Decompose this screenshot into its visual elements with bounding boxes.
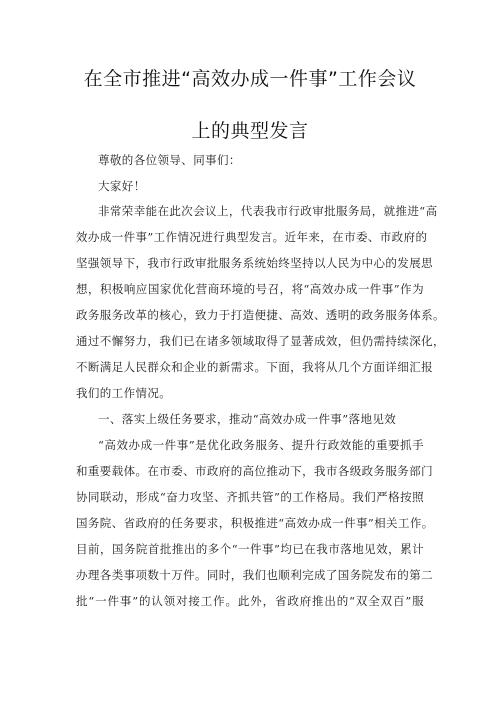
paragraph-2-line: 和重要载体。在市委、市政府的高位推动下，我市各级政务服务部门 xyxy=(76,464,433,478)
paragraph-1-line: 不断满足人民群众和企业的新需求。下面，我将从几个方面详细汇报 xyxy=(76,360,433,374)
document-title-line-2: 上的典型发言 xyxy=(191,120,309,142)
section-heading-1: 一、落实上级任务要求，推动“高效办成一件事”落地见效 xyxy=(98,412,397,426)
paragraph-2-line: “高效办成一件事”是优化政务服务、提升行政效能的重要抓手 xyxy=(98,438,424,452)
paragraph-1-line: 政务服务改革的核心，致力于打造便捷、高效、透明的政务服务体系。 xyxy=(76,308,445,322)
paragraph-1-line: 通过不懈努力，我们已在诸多领域取得了显著成效，但仍需持续深化， xyxy=(76,334,445,348)
paragraph-2-line: 协同联动，形成“奋力攻坚、齐抓共管”的工作格局。我们严格按照 xyxy=(76,490,424,504)
paragraph-2-line: 批“一件事”的认领对接工作。此外，省政府推出的“双全双百”服 xyxy=(76,594,424,608)
paragraph-2-line: 办理各类事项数十万件。同时，我们也顺利完成了国务院发布的第二 xyxy=(76,568,433,582)
paragraph-1-line: 想，积极响应国家优化营商环境的号召，将“高效办成一件事”作为 xyxy=(76,282,424,296)
paragraph-1-line: 非常荣幸能在此次会议上，代表我市行政审批服务局，就推进“高 xyxy=(98,204,438,218)
paragraph-1-line: 坚强领导下，我市行政审批服务系统始终坚持以人民为中心的发展思 xyxy=(76,256,433,270)
paragraph-2-line: 目前，国务院首批推出的多个“一件事”均已在我市落地见效，累计 xyxy=(76,542,424,556)
paragraph-1-line: 我们的工作情况。 xyxy=(76,386,172,400)
document-title-line-1: 在全市推进“高效办成一件事”工作会议 xyxy=(83,68,417,90)
paragraph-1-line: 效办成一件事”工作情况进行典型发言。近年来，在市委、市政府的 xyxy=(76,230,428,244)
salutation: 尊敬的各位领导、同事们： xyxy=(98,153,241,167)
paragraph-2-line: 国务院、省政府的任务要求，积极推进“高效办成一件事”相关工作。 xyxy=(76,516,434,530)
greeting: 大家好！ xyxy=(98,179,146,193)
